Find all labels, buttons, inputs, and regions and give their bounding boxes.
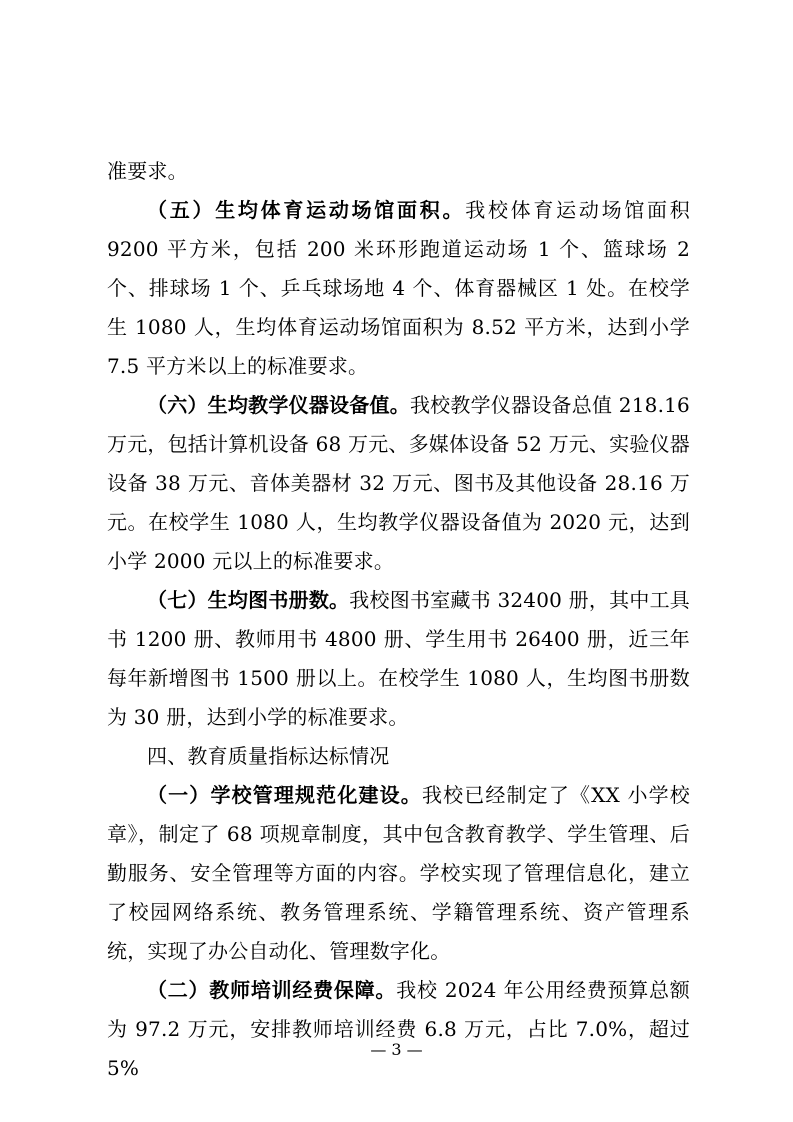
paragraph-7-heading: （七）生均图书册数。 (147, 588, 350, 612)
paragraph-5-body: 我校体育运动场馆面积 9200 平方米，包括 200 米环形跑道运动场 1 个、篮球场 2 个、排球场 1 个、乒乓球场地 4 个、体育器械区 1 处。在校学生 1080 人，生均体育运动场馆面积为 8.52 平方米，达到小学 7.5 平方米以上的标准要求。 (107, 198, 690, 378)
section-title: 四、教育质量指标达标情况 (147, 744, 390, 768)
paragraph-1-body: 我校已经制定了《XX 小学校章》，制定了 68 项规章制度，其中包含教育教学、学生管理、后勤服务、安全管理等方面的内容。学校实现了管理信息化，建立了校园网络系统、教务管理系统、学籍管理系统、资产管理系统，实现了办公自动化、管理数字化。 (107, 783, 690, 963)
paragraph-5-heading: （五）生均体育运动场馆面积。 (147, 198, 466, 222)
document-body (107, 152, 690, 1088)
paragraph-7-body: 我校图书室藏书 32400 册，其中工具书 1200 册、教师用书 4800 册、学生用书 26400 册，近三年每年新增图书 1500 册以上。在校学生 1080 人，生均图书册数为 30 册，达到小学的标准要求。 (107, 588, 691, 729)
paragraph-6-heading: （六）生均教学仪器设备值。 (147, 393, 410, 417)
page-number: — 3 — (370, 1040, 423, 1059)
continuation-text: 准要求。 (107, 159, 188, 183)
paragraph-5 (107, 191, 690, 386)
paragraph-1-heading: （一）学校管理规范化建设。 (147, 783, 422, 807)
paragraph-2-heading: （二）教师培训经费保障。 (147, 978, 397, 1002)
paragraph-7 (107, 581, 690, 737)
paragraph-2 (107, 971, 690, 1088)
paragraph-6 (107, 386, 690, 581)
paragraph-1 (107, 776, 690, 971)
paragraph-2-body: 我校 2024 年公用经费预算总额为 97.2 万元，安排教师培训经费 6.8 万元，占比 7.0%，超过 5% (107, 978, 691, 1080)
paragraph-6-body: 我校教学仪器设备总值 218.16 万元，包括计算机设备 68 万元、多媒体设备 52 万元、实验仪器设备 38 万元、音体美器材 32 万元、图书及其他设备 28.16 万元。在校学生 1080 人，生均教学仪器设备值为 2020 元，达到小学 2000 元以上的标准要求。 (107, 393, 690, 573)
